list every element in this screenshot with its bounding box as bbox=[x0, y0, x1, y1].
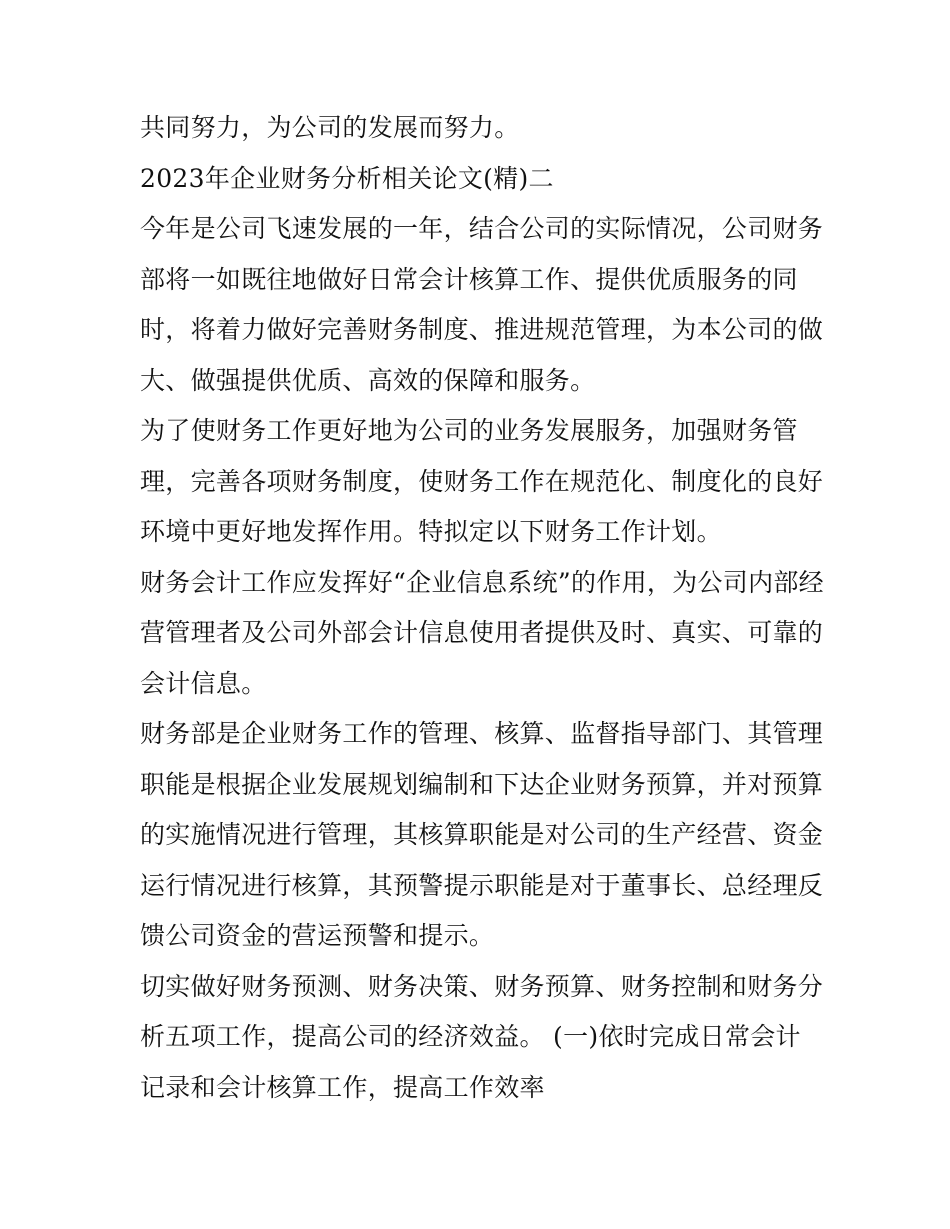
text-line: 记录和会计核算工作，提高工作效率 bbox=[140, 1072, 545, 1102]
text-line: 的实施情况进行管理，其核算职能是对公司的生产经营、资金 bbox=[140, 820, 824, 849]
section-heading: 2023年企业财务分析相关论文(精)二 bbox=[140, 163, 554, 193]
text-line: 今年是公司飞速发展的一年，结合公司的实际情况，公司财务 bbox=[140, 214, 824, 243]
text-line: 理，完善各项财务制度，使财务工作在规范化、制度化的良好 bbox=[140, 466, 824, 496]
text-line: 财务部是企业财务工作的管理、核算、监督指导部门、其管理 bbox=[140, 719, 824, 748]
text-line: 部将一如既往地做好日常会计核算工作、提供优质服务的同 bbox=[140, 264, 798, 294]
text-line: 运行情况进行核算，其预警提示职能是对于董事长、总经理反 bbox=[140, 870, 824, 900]
text-line: 会计信息。 bbox=[140, 668, 267, 698]
text-line: 为了使财务工作更好地为公司的业务发展服务，加强财务管 bbox=[140, 416, 798, 445]
text-line: 环境中更好地发挥作用。特拟定以下财务工作计划。 bbox=[140, 517, 722, 546]
text-line: 大、做强提供优质、高效的保障和服务。 bbox=[140, 365, 596, 395]
text-line: 馈公司资金的营运预警和提示。 bbox=[140, 921, 495, 950]
text-line: 析五项工作，提高公司的经济效益。 (一)依时完成日常会计 bbox=[140, 1022, 801, 1051]
text-line: 营管理者及公司外部会计信息使用者提供及时、真实、可靠的 bbox=[140, 618, 824, 647]
document-body bbox=[140, 103, 824, 1113]
text-line: 财务会计工作应发挥好“企业信息系统”的作用，为公司内部经 bbox=[140, 567, 824, 597]
text-line: 共同努力，为公司的发展而努力。 bbox=[140, 113, 520, 142]
text-line: 时，将着力做好完善财务制度、推进规范管理，为本公司的做 bbox=[140, 315, 824, 344]
text-line: 职能是根据企业发展规划编制和下达企业财务预算，并对预算 bbox=[140, 769, 824, 799]
text-line: 切实做好财务预测、财务决策、财务预算、财务控制和财务分 bbox=[140, 971, 824, 1001]
